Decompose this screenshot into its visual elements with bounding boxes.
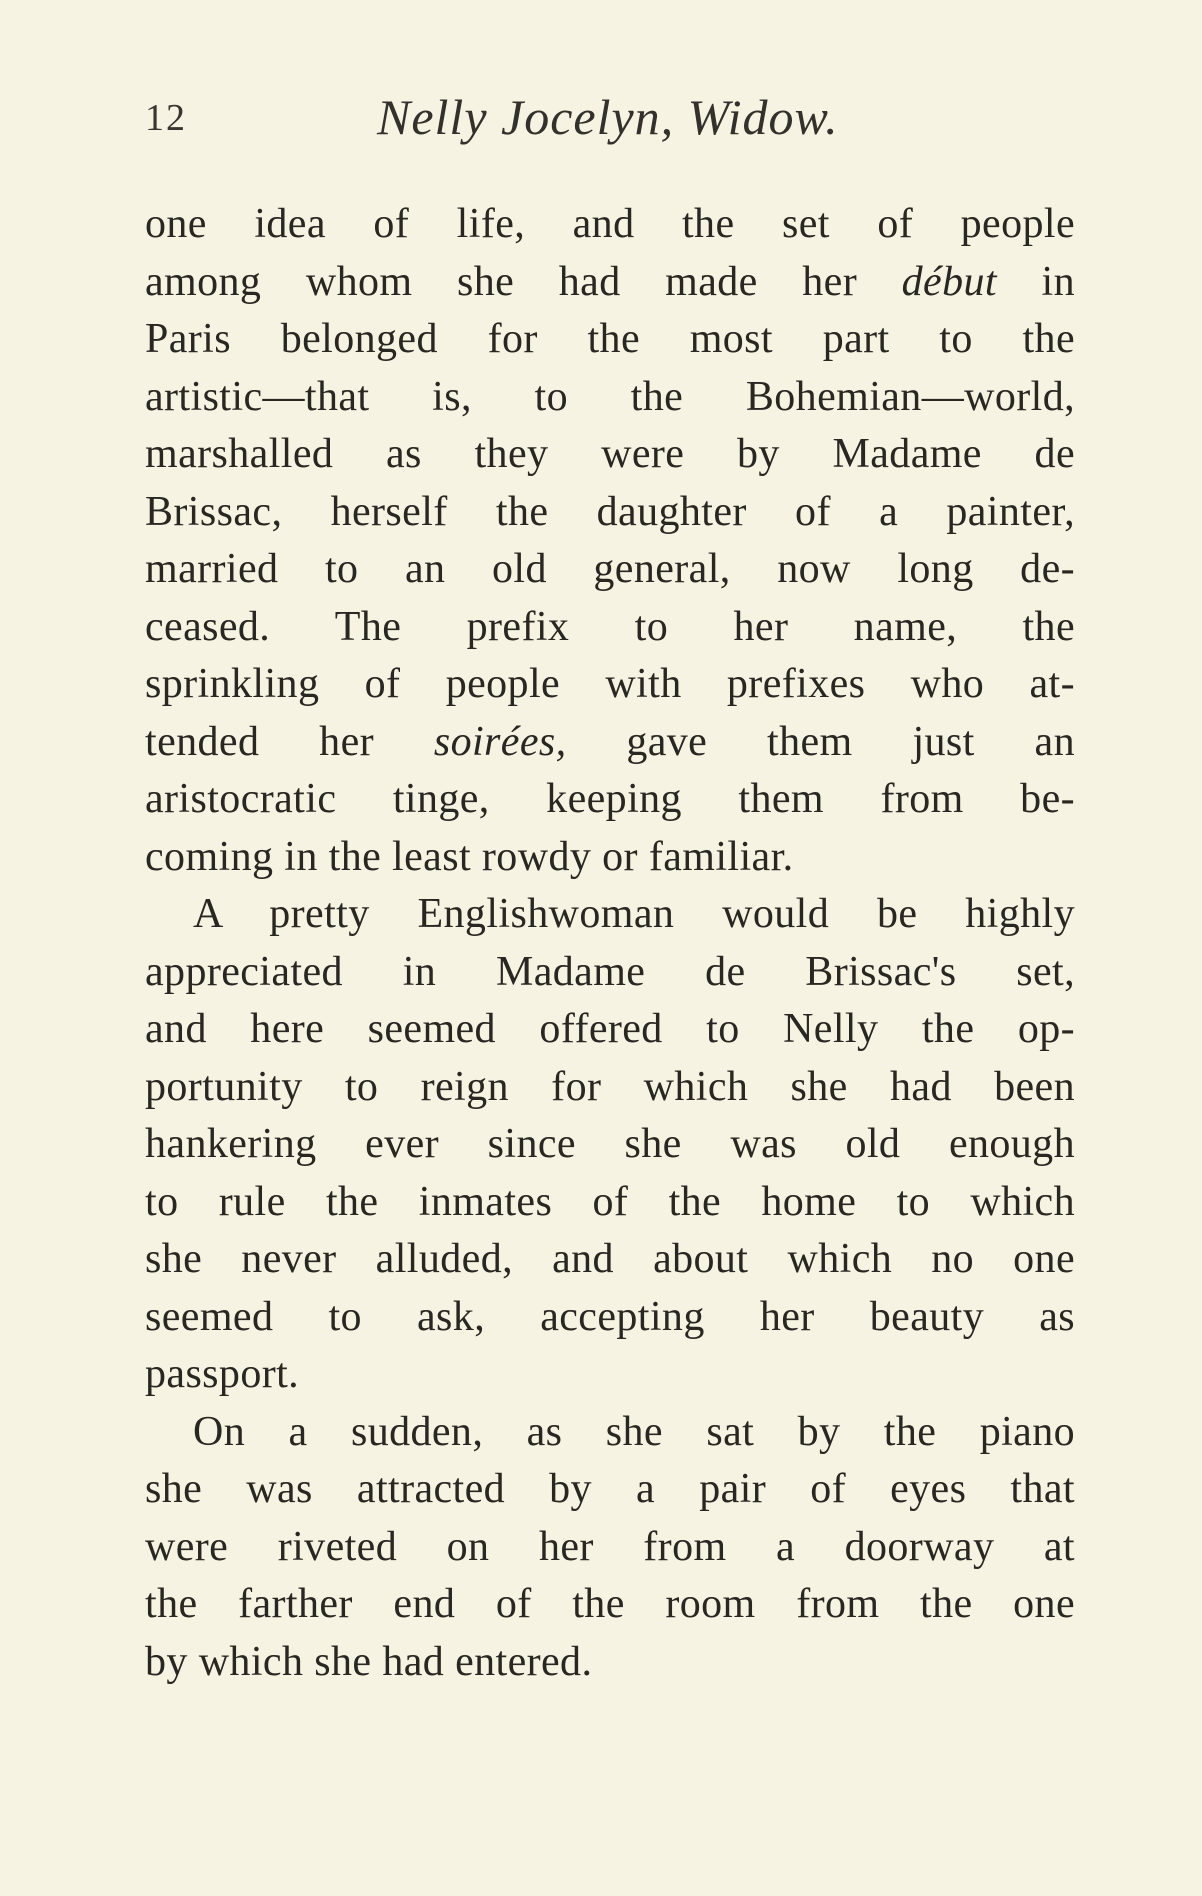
text-line: among whom she had made her début in <box>145 258 1075 305</box>
text-line: passport. <box>145 1351 300 1397</box>
body-text <box>145 196 1075 1691</box>
running-head <box>145 88 1075 148</box>
text-line: one idea of life, and the set of people <box>145 201 1075 247</box>
text-line: Brissac, herself the daughter of a painter, <box>145 488 1075 535</box>
italic-word-debut: début <box>901 258 997 305</box>
text-line: A pretty Englishwoman would be highly <box>193 891 1075 937</box>
text-line: were riveted on her from a doorway at <box>145 1523 1075 1570</box>
text-line: ceased. The prefix to her name, the <box>145 603 1075 650</box>
text-line: portunity to reign for which she had been <box>145 1063 1075 1110</box>
text-line: she was attracted by a pair of eyes that <box>145 1466 1075 1512</box>
italic-word-soirees: soirées, <box>433 718 567 765</box>
running-title: Nelly Jocelyn, Widow. <box>377 89 839 145</box>
text-line: Paris belonged for the most part to the <box>145 316 1075 362</box>
text-line: marshalled as they were by Madame de <box>145 431 1075 477</box>
text-line: the farther end of the room from the one <box>145 1581 1075 1627</box>
text-line: hankering ever since she was old enough <box>145 1121 1075 1167</box>
page-number: 12 <box>145 97 187 139</box>
text-line: she never alluded, and about which no one <box>145 1236 1075 1282</box>
text-line: and here seemed offered to Nelly the op- <box>145 1006 1075 1052</box>
text-line: married to an old general, now long de- <box>145 546 1075 592</box>
text-line: On a sudden, as she sat by the piano <box>193 1408 1075 1455</box>
text-line: tended her soirées, gave them just an <box>145 718 1075 765</box>
text-line: appreciated in Madame de Brissac's set, <box>145 948 1075 995</box>
text-line: sprinkling of people with prefixes who at- <box>145 661 1075 707</box>
text-line: by which she had entered. <box>145 1638 593 1685</box>
text-line: to rule the inmates of the home to which <box>145 1178 1075 1225</box>
text-line: aristocratic tinge, keeping them from be- <box>145 776 1075 822</box>
text-line: artistic—that is, to the Bohemian—world, <box>145 373 1075 420</box>
text-line: seemed to ask, accepting her beauty as <box>145 1293 1075 1340</box>
text-line: coming in the least rowdy or familiar. <box>145 833 794 880</box>
